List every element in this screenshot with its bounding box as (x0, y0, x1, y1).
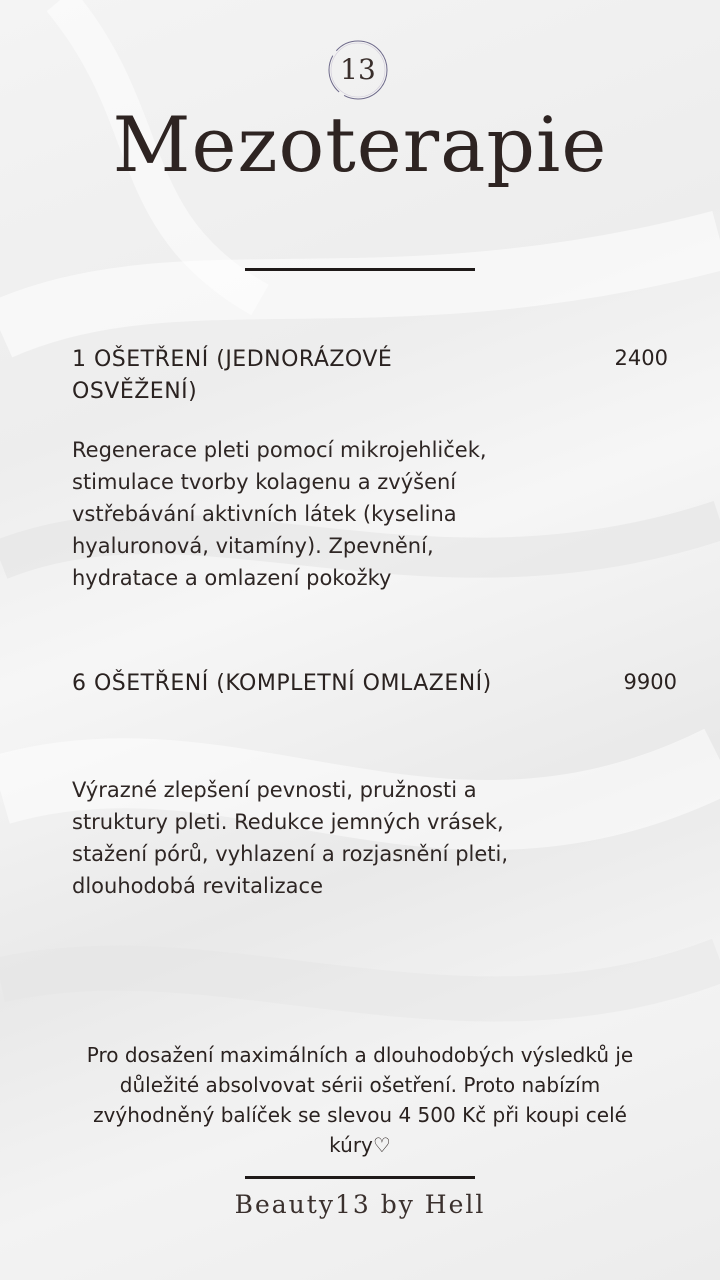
service-name-2: 6 OŠETŘENÍ (KOMPLETNÍ OMLAZENÍ) (72, 671, 492, 696)
top-divider (245, 268, 475, 271)
service-description-1: Regenerace pleti pomocí mikrojehliček, stimulace tvorby kolagenu a zvýšení vstřebávání aktivních látek (kyselina hyaluronová, vitamíny). Zpevnění, hydratace a omlazení pokožky (72, 438, 487, 590)
package-note: Pro dosažení maximálních a dlouhodobých výsledků je důležité absolvovat sérii ošetření. Proto nabízím zvýhodněný balíček se slevou 4 500 Kč při koupi celé kúry♡ (86, 1043, 634, 1157)
service-price-2: 9900 (623, 670, 677, 694)
service-price-1: 2400 (614, 346, 668, 370)
brand-logo (326, 38, 390, 102)
brand-signature: Beauty13 by Hell (234, 1190, 486, 1219)
service-name-1: 1 OŠETŘENÍ (JEDNORÁZOVÉ OSVĚŽENÍ) (72, 347, 393, 404)
bottom-divider (245, 1176, 475, 1179)
service-description-2: Výrazné zlepšení pevnosti, pružnosti a struktury pleti. Redukce jemných vrásek, stažení pórů, vyhlazení a rozjasnění pleti, dlouhodobá revitalizace (72, 778, 509, 898)
logo-mark: 13 (340, 53, 376, 86)
page-title: Mezoterapie (112, 100, 608, 189)
